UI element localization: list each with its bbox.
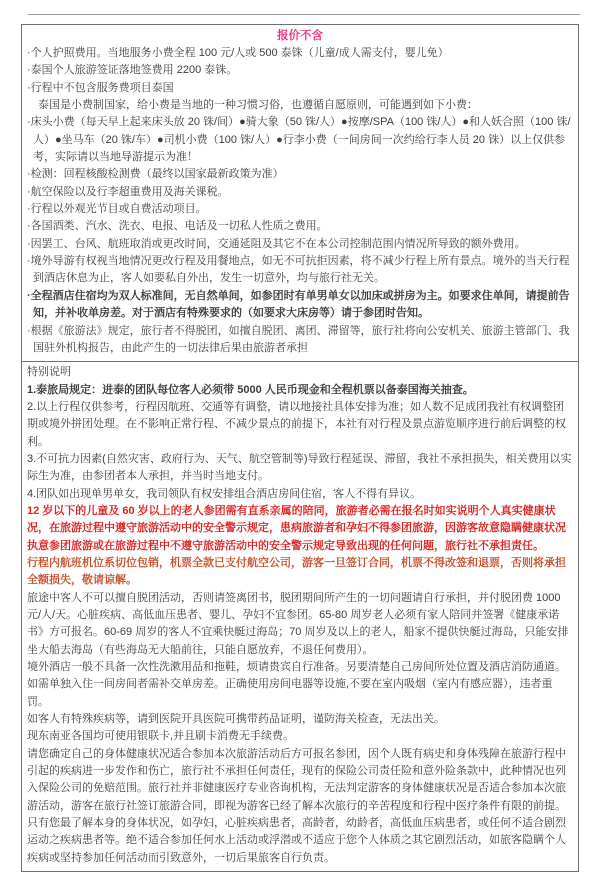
paragraph: ·各国酒类、汽水、洗衣、电报、电话及一切私人性质之费用。 xyxy=(27,220,328,233)
paragraph: ·根据《旅游法》规定，旅行者不得脱团，如擅自脱团、离团、滞留等，旅行社将向公安机关、旅游主管部门、我国驻外机构报告，由此产生的一切法律后果由旅游者承担 xyxy=(27,324,570,354)
special-notes-section xyxy=(22,362,578,871)
paragraph: ·因罢工、台风、航班取消或更改时间，交通延阻及其它不在本公司控制范围内情况所导致的额外费用。 xyxy=(27,237,526,250)
paragraph: ·行程中不包含服务费项目泰国 xyxy=(27,81,174,94)
paragraph: 现东南亚各国均可使用银联卡,并且刷卡消费无手续费。 xyxy=(27,730,295,743)
paragraph: 1.泰旅局规定：进泰的团队每位客人必须带 5000 人民币现金和全程机票以备泰国海关抽查。 xyxy=(27,383,474,396)
paragraph: 2.以上行程仅供参考，行程因航班、交通等有调整，请以地接社具体安排为准；如人数不足成团我社有权调整团期或境外拼团处理。在不影响正常行程、不减少景点的前提下，本社有对行程及景点游览顺序进行前后调整的权利。 xyxy=(27,400,566,448)
price-excludes-section xyxy=(22,25,578,362)
special-notes-title: 特别说明 xyxy=(27,366,71,379)
top-divider xyxy=(28,14,580,15)
paragraph: ·检测：回程核酸检测费（最终以国家最新政策为准） xyxy=(27,168,284,181)
paragraph: 4.团队如出现单男单女，我司领队有权安排组合酒店房间住宿，客人不得有异议。 xyxy=(27,487,422,500)
paragraph: ·境外导游有权视当地情况更改行程及用餐地点，如无不可抗拒因素，将不减少行程上所有景点。境外的当天行程到酒店休息为止，客人如要私自外出，发生一切意外，均与旅行社无关。 xyxy=(27,255,570,285)
price-excludes-list xyxy=(27,45,573,357)
paragraph: ·行程以外观光节目或自费活动项目。 xyxy=(27,203,207,216)
paragraph: 如客人有特殊疾病等，请到医院开具医院可携带药品证明，谨防海关检查，无法出关。 xyxy=(27,713,445,726)
paragraph: ·泰国个人旅游签证落地签费用 2200 泰铢。 xyxy=(27,64,238,77)
terms-table xyxy=(21,24,579,872)
paragraph: 旅途中客人不可以擅自脱团活动，否则请签离团书，脱团期间所产生的一切问题请自行承担，并付脱团费 1000 元/人/天。心脏疾病、高低血压患者、婴儿、孕妇不宜参团。65-80 周岁老人必须有家人陪同并签署《健康承诺书》方可报名。60-69 周岁的客人不宜乘快艇过海岛；70 周岁及以上的老人，船家不提供快艇过海岛，只能安排坐大船去海岛（有些海岛无大船前往，只能自愿放弃，不退任何费用）。 xyxy=(27,591,569,656)
paragraph: 行程内航班机位系切位包销，机票全款已支付航空公司，游客一旦签订合同，机票不得改签和退票，否则将承担全额损失，敬请谅解。 xyxy=(27,556,566,587)
paragraph: ·床头小费（每天早上起来床头放 20 铢/间）●骑大象（50 铢/人）●按摩/SPA（100 铢/人）●和人妖合照（100 铢/人）●坐马车（20 铢/车）●司机小费（100 铢/人）●行李小费（一间房间一次约给行李人员 20 铢）以上仅供参考，实际请以当地导游提示为准！ xyxy=(27,116,571,164)
paragraph: 请您确定自己的身体健康状况适合参加本次旅游活动后方可报名参团，因个人既有病史和身体残障在旅游行程中引起的疾病进一步发作和伤亡，旅行社不承担任何责任，现有的保险公司责任险和意外险条款中，此种情况也列入保险公司的免赔范围。旅行社并非健康医疗专业咨询机构，无法判定游客的身体健康状况是否适合参加本次旅游活动，游客在旅行社签订旅游合同，即视为游客已经了解本次旅行的辛苦程度和行程中医疗条件有限的前提。只有您最了解本身的身体状况，如孕妇，心脏疾病患者，高龄者，幼龄者，高低血压病患者，或任何不适合剧烈运动之疾病患者等。绝不适合参加任何水上活动或浮潜或不适应于您个人体质之其它剧烈活动，如旅客隐瞒个人疾病或坚持参加任何活动而引致意外，一切后果旅客自行负责。 xyxy=(27,747,566,864)
paragraph: 境外酒店一般不具备一次性洗漱用品和拖鞋，烦请贵宾自行准备。另要清楚自己房间所处位置及酒店消防通道。如需单独入住一间房间者需补交单房差。正确使用房间电器等设施,不要在室内吸烟（室内有感应器），违者重罚。 xyxy=(27,661,566,708)
special-notes-list xyxy=(27,382,573,868)
paragraph: ·全程酒店住宿均为双人标准间，无自然单间，如参团时有单男单女以加床或拼房为主。如要求住单间，请提前告知，并补收单房差。对于酒店有特殊要求的（如要求大床房等）请于参团时告知。 xyxy=(27,289,570,320)
paragraph: 3.不可抗力因素(自然灾害、政府行为、天气、航空管制等)导致行程延误、滞留，我社不承担损失，相关费用以实际生为准，由参团者本人承担，并当时当地支付。 xyxy=(27,452,572,483)
paragraph: 12 岁以下的儿童及 60 岁以上的老人参团需有直系亲属的陪同，旅游者必需在报名时如实说明个人真实健康状况，在旅游过程中遵守旅游活动中的安全警示规定，患病旅游者和孕妇不得参团旅游，因游客故意隐瞒健康状况执意参团旅游或在旅游过程中不遵守旅游活动中的安全警示规定导致出现的任何问题，旅行社不承担责任。 xyxy=(27,504,566,552)
paragraph: ·个人护照费用。当地服务小费全程 100 元/人或 500 泰铢（儿童/成人需支付，婴儿免） xyxy=(27,47,449,59)
paragraph: ·航空保险以及行李超重费用及海关课税。 xyxy=(27,185,229,198)
price-excludes-title: 报价不含 xyxy=(277,30,323,42)
paragraph: 泰国是小费制国家，给小费是当地的一种习惯习俗，也遵循自愿原则，可能遇到如下小费： xyxy=(38,99,478,112)
